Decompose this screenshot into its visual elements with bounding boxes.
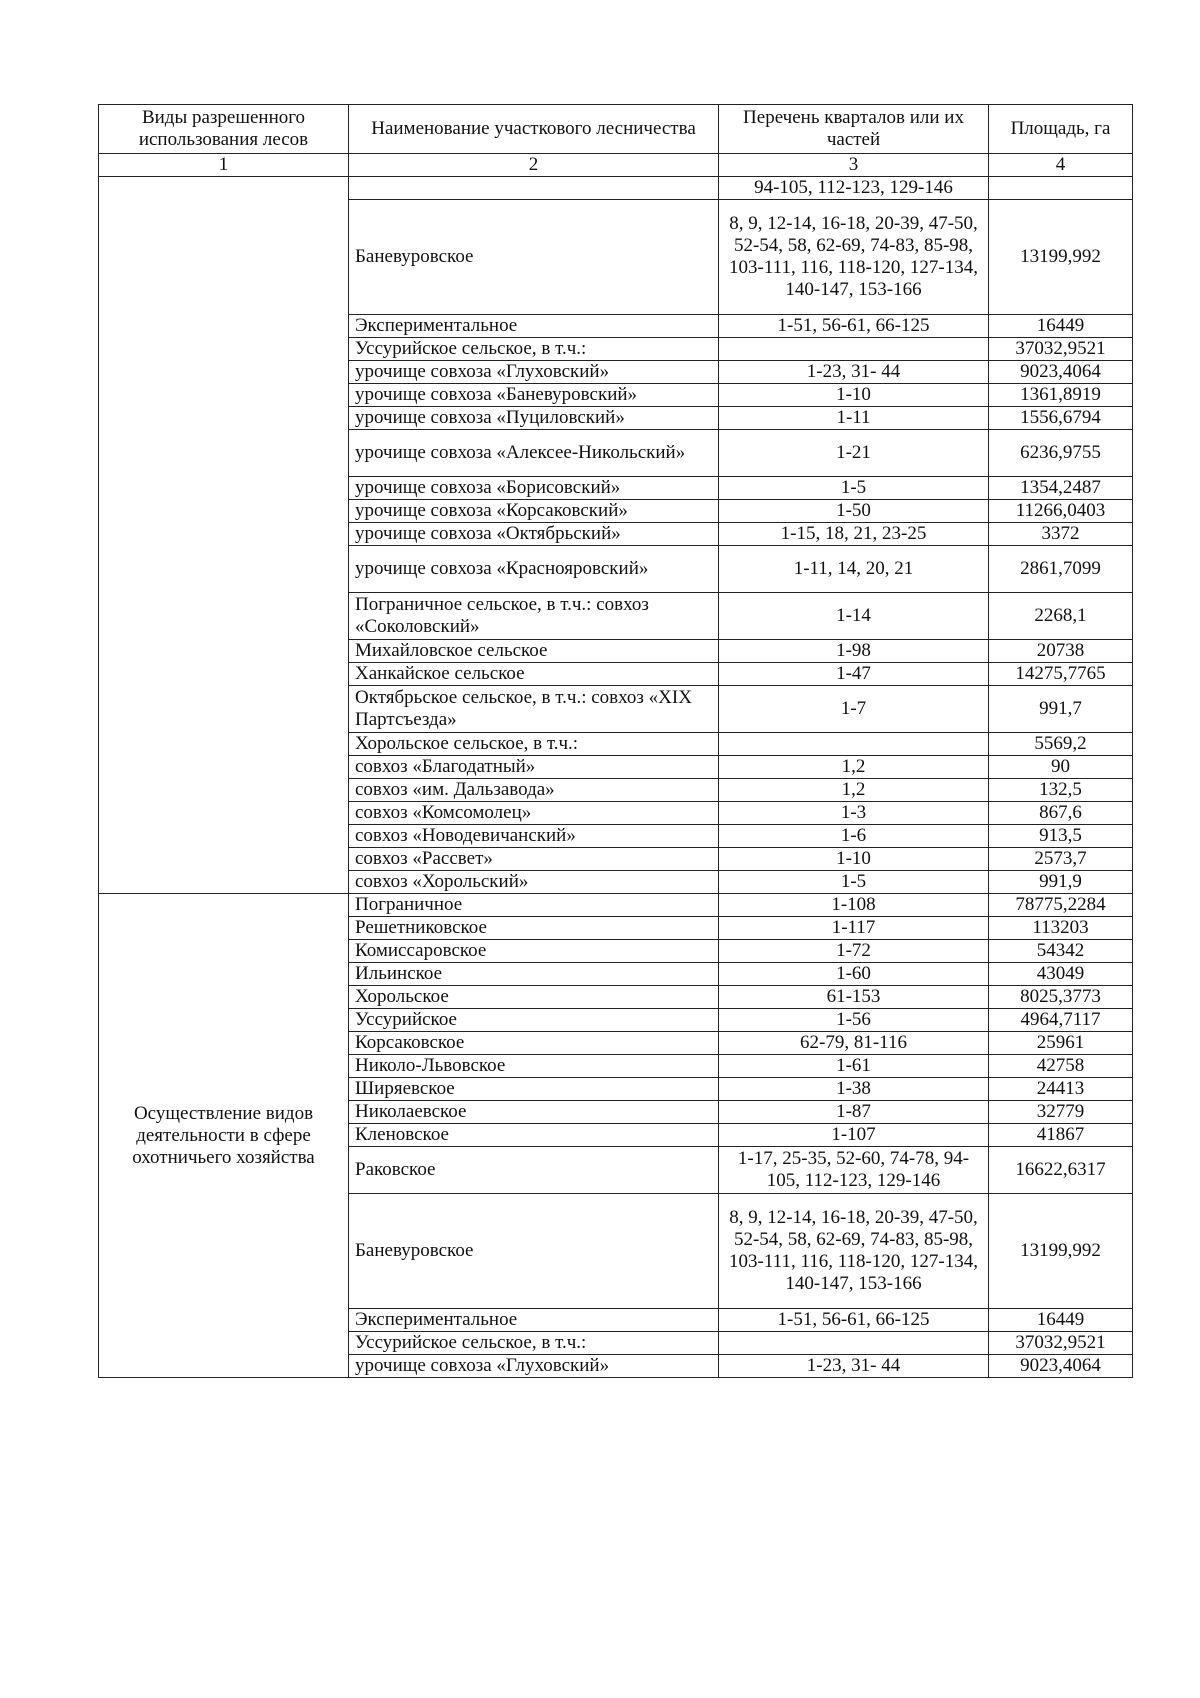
area-cell: 20738 — [989, 640, 1133, 663]
area-cell: 1361,8919 — [989, 384, 1133, 407]
area-cell: 14275,7765 — [989, 663, 1133, 686]
quarters-cell: 1-6 — [719, 825, 989, 848]
table-header-row — [99, 105, 1133, 154]
quarters-cell: 1-50 — [719, 500, 989, 523]
area-cell — [989, 177, 1133, 200]
area-cell: 32779 — [989, 1101, 1133, 1124]
quarters-cell: 1-87 — [719, 1101, 989, 1124]
forestry-name-cell: Михайловское сельское — [349, 640, 719, 663]
quarters-cell: 1-38 — [719, 1078, 989, 1101]
quarters-cell: 1-15, 18, 21, 23-25 — [719, 523, 989, 546]
forestry-name-cell: урочище совхоза «Алексее-Никольский» — [349, 430, 719, 477]
quarters-cell: 1-5 — [719, 871, 989, 894]
forestry-name-cell: совхоз «им. Дальзавода» — [349, 779, 719, 802]
quarters-cell: 1-51, 56-61, 66-125 — [719, 315, 989, 338]
quarters-cell: 61-153 — [719, 986, 989, 1009]
quarters-cell: 1-56 — [719, 1009, 989, 1032]
forestry-name-cell: совхоз «Хорольский» — [349, 871, 719, 894]
quarters-cell: 1-3 — [719, 802, 989, 825]
quarters-cell: 1-17, 25-35, 52-60, 74-78, 94-105, 112-123, 129-146 — [719, 1147, 989, 1194]
area-cell: 113203 — [989, 917, 1133, 940]
area-cell: 16449 — [989, 1309, 1133, 1332]
forestry-name-cell: Решетниковское — [349, 917, 719, 940]
forestry-name-cell: Комиссаровское — [349, 940, 719, 963]
area-cell: 2861,7099 — [989, 546, 1133, 593]
area-cell: 78775,2284 — [989, 894, 1133, 917]
quarters-cell: 1-60 — [719, 963, 989, 986]
area-cell: 11266,0403 — [989, 500, 1133, 523]
quarters-cell: 1-11, 14, 20, 21 — [719, 546, 989, 593]
forestry-name-cell: Уссурийское сельское, в т.ч.: — [349, 338, 719, 361]
quarters-cell: 1-107 — [719, 1124, 989, 1147]
quarters-cell: 1-47 — [719, 663, 989, 686]
area-cell: 2573,7 — [989, 848, 1133, 871]
forestry-name-cell: урочище совхоза «Глуховский» — [349, 1355, 719, 1378]
table-row — [99, 177, 1133, 200]
quarters-cell: 1-14 — [719, 593, 989, 640]
forestry-name-cell: Раковское — [349, 1147, 719, 1194]
quarters-cell: 1-10 — [719, 384, 989, 407]
forestry-name-cell: Экспериментальное — [349, 315, 719, 338]
quarters-cell: 1-108 — [719, 894, 989, 917]
area-cell: 4964,7117 — [989, 1009, 1133, 1032]
quarters-cell: 1-7 — [719, 686, 989, 733]
header-forestry-name: Наименование участкового лесничества — [349, 105, 719, 154]
forestry-name-cell: Хорольское сельское, в т.ч.: — [349, 733, 719, 756]
forestry-name-cell — [349, 177, 719, 200]
quarters-cell: 1,2 — [719, 756, 989, 779]
area-cell: 5569,2 — [989, 733, 1133, 756]
area-cell: 37032,9521 — [989, 1332, 1133, 1355]
area-cell: 2268,1 — [989, 593, 1133, 640]
area-cell: 54342 — [989, 940, 1133, 963]
forestry-name-cell: урочище совхоза «Корсаковский» — [349, 500, 719, 523]
forestry-name-cell: совхоз «Благодатный» — [349, 756, 719, 779]
area-cell: 8025,3773 — [989, 986, 1133, 1009]
forestry-name-cell: Пограничное сельское, в т.ч.: совхоз «Соколовский» — [349, 593, 719, 640]
forestry-name-cell: Баневуровское — [349, 1194, 719, 1309]
forestry-name-cell: урочище совхоза «Борисовский» — [349, 477, 719, 500]
quarters-cell: 1-23, 31- 44 — [719, 361, 989, 384]
area-cell: 991,7 — [989, 686, 1133, 733]
quarters-cell — [719, 338, 989, 361]
area-cell: 991,9 — [989, 871, 1133, 894]
header-quarters-list: Перечень кварталов или их частей — [719, 105, 989, 154]
table-row — [99, 894, 1133, 917]
area-cell: 43049 — [989, 963, 1133, 986]
forestry-name-cell: урочище совхоза «Краснояровский» — [349, 546, 719, 593]
quarters-cell: 1,2 — [719, 779, 989, 802]
forestry-name-cell: Корсаковское — [349, 1032, 719, 1055]
forestry-name-cell: Уссурийское сельское, в т.ч.: — [349, 1332, 719, 1355]
area-cell: 41867 — [989, 1124, 1133, 1147]
area-cell: 13199,992 — [989, 200, 1133, 315]
column-number: 3 — [719, 154, 989, 177]
quarters-cell: 1-117 — [719, 917, 989, 940]
quarters-cell: 8, 9, 12-14, 16-18, 20-39, 47-50, 52-54, 58, 62-69, 74-83, 85-98, 103-111, 116, 118-120, 127-134, 140-147, 153-166 — [719, 200, 989, 315]
area-cell: 9023,4064 — [989, 361, 1133, 384]
area-cell: 3372 — [989, 523, 1133, 546]
quarters-cell: 8, 9, 12-14, 16-18, 20-39, 47-50, 52-54, 58, 62-69, 74-83, 85-98, 103-111, 116, 118-120, 127-134, 140-147, 153-166 — [719, 1194, 989, 1309]
quarters-cell: 1-51, 56-61, 66-125 — [719, 1309, 989, 1332]
column-number: 1 — [99, 154, 349, 177]
area-cell: 13199,992 — [989, 1194, 1133, 1309]
forestry-name-cell: урочище совхоза «Пуциловский» — [349, 407, 719, 430]
forestry-name-cell: Экспериментальное — [349, 1309, 719, 1332]
quarters-cell: 1-10 — [719, 848, 989, 871]
quarters-cell: 94-105, 112-123, 129-146 — [719, 177, 989, 200]
quarters-cell: 1-23, 31- 44 — [719, 1355, 989, 1378]
quarters-cell: 1-98 — [719, 640, 989, 663]
quarters-cell: 1-72 — [719, 940, 989, 963]
quarters-cell: 1-11 — [719, 407, 989, 430]
forestry-name-cell: урочище совхоза «Октябрьский» — [349, 523, 719, 546]
column-number: 2 — [349, 154, 719, 177]
area-cell: 37032,9521 — [989, 338, 1133, 361]
column-number: 4 — [989, 154, 1133, 177]
area-cell: 913,5 — [989, 825, 1133, 848]
area-cell: 132,5 — [989, 779, 1133, 802]
area-cell: 16622,6317 — [989, 1147, 1133, 1194]
use-type-cell — [99, 177, 349, 894]
forestry-name-cell: Кленовское — [349, 1124, 719, 1147]
area-cell: 25961 — [989, 1032, 1133, 1055]
area-cell: 1556,6794 — [989, 407, 1133, 430]
use-type-cell: Осуществление видов деятельности в сфере охотничьего хозяйства — [99, 894, 349, 1378]
forestry-name-cell: урочище совхоза «Баневуровский» — [349, 384, 719, 407]
area-cell: 6236,9755 — [989, 430, 1133, 477]
forestry-name-cell: Ильинское — [349, 963, 719, 986]
forestry-name-cell: Баневуровское — [349, 200, 719, 315]
area-cell: 24413 — [989, 1078, 1133, 1101]
area-cell: 16449 — [989, 315, 1133, 338]
forestry-name-cell: Уссурийское — [349, 1009, 719, 1032]
quarters-cell — [719, 733, 989, 756]
forestry-name-cell: урочище совхоза «Глуховский» — [349, 361, 719, 384]
area-cell: 1354,2487 — [989, 477, 1133, 500]
forest-use-table — [98, 104, 1133, 1378]
area-cell: 42758 — [989, 1055, 1133, 1078]
forestry-name-cell: Хорольское — [349, 986, 719, 1009]
forestry-name-cell: Октябрьское сельское, в т.ч.: совхоз «XIX Партсъезда» — [349, 686, 719, 733]
table-column-numbers-row — [99, 154, 1133, 177]
table-body — [99, 177, 1133, 1378]
forestry-name-cell: Пограничное — [349, 894, 719, 917]
forestry-name-cell: Николо-Львовское — [349, 1055, 719, 1078]
forestry-name-cell: Ханкайское сельское — [349, 663, 719, 686]
area-cell: 867,6 — [989, 802, 1133, 825]
header-use-type: Виды разрешенного использования лесов — [99, 105, 349, 154]
header-area: Площадь, га — [989, 105, 1133, 154]
quarters-cell: 1-21 — [719, 430, 989, 477]
quarters-cell: 1-61 — [719, 1055, 989, 1078]
forestry-name-cell: совхоз «Комсомолец» — [349, 802, 719, 825]
forestry-name-cell: совхоз «Новодевичанский» — [349, 825, 719, 848]
area-cell: 9023,4064 — [989, 1355, 1133, 1378]
area-cell: 90 — [989, 756, 1133, 779]
quarters-cell — [719, 1332, 989, 1355]
forestry-name-cell: Николаевское — [349, 1101, 719, 1124]
quarters-cell: 1-5 — [719, 477, 989, 500]
forestry-name-cell: Ширяевское — [349, 1078, 719, 1101]
forestry-name-cell: совхоз «Рассвет» — [349, 848, 719, 871]
quarters-cell: 62-79, 81-116 — [719, 1032, 989, 1055]
